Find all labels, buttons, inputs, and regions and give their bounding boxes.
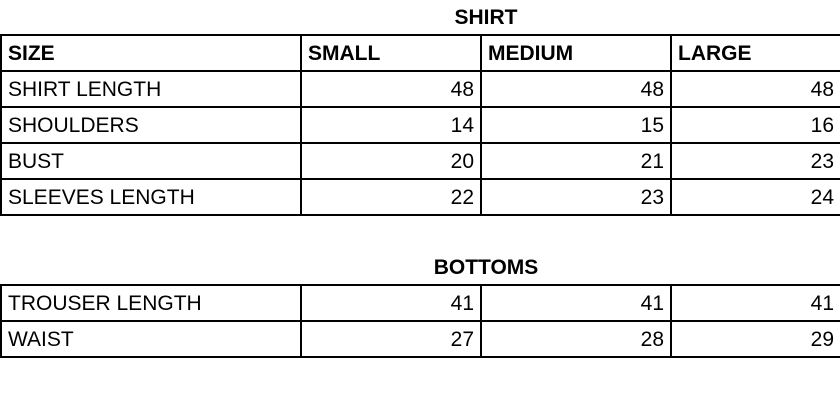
- row-value-large: 41: [671, 285, 840, 321]
- row-label: TROUSER LENGTH: [1, 285, 301, 321]
- row-value-large: 29: [671, 321, 840, 357]
- row-label: SHIRT LENGTH: [1, 71, 301, 107]
- blank-cell: [1, 250, 301, 285]
- row-value-medium: 41: [481, 285, 671, 321]
- blank-cell: [1, 215, 301, 250]
- table-row: [1, 285, 840, 321]
- header-medium: MEDIUM: [481, 35, 671, 71]
- shirt-title-row: [1, 0, 840, 35]
- table-row: [1, 143, 840, 179]
- blank-cell: [671, 0, 840, 35]
- row-value-medium: 15: [481, 107, 671, 143]
- bottoms-title-row: [1, 250, 840, 285]
- row-value-small: 20: [301, 143, 481, 179]
- table-row: [1, 321, 840, 357]
- row-value-small: 27: [301, 321, 481, 357]
- blank-cell: [671, 250, 840, 285]
- row-value-medium: 48: [481, 71, 671, 107]
- blank-cell: [481, 215, 671, 250]
- blank-cell: [671, 215, 840, 250]
- table-row: [1, 71, 840, 107]
- row-value-small: 14: [301, 107, 481, 143]
- row-value-large: 48: [671, 71, 840, 107]
- row-label: SHOULDERS: [1, 107, 301, 143]
- row-value-medium: 23: [481, 179, 671, 215]
- row-label: SLEEVES LENGTH: [1, 179, 301, 215]
- row-value-large: 24: [671, 179, 840, 215]
- row-value-small: 48: [301, 71, 481, 107]
- row-value-large: 16: [671, 107, 840, 143]
- header-small: SMALL: [301, 35, 481, 71]
- section-spacer: [1, 215, 840, 250]
- row-value-small: 41: [301, 285, 481, 321]
- row-value-large: 23: [671, 143, 840, 179]
- header-size: SIZE: [1, 35, 301, 71]
- shirt-header-row: [1, 35, 840, 71]
- row-label: BUST: [1, 143, 301, 179]
- table-row: [1, 107, 840, 143]
- row-value-small: 22: [301, 179, 481, 215]
- table-row: [1, 179, 840, 215]
- blank-cell: [301, 215, 481, 250]
- blank-cell: [1, 0, 301, 35]
- row-value-medium: 28: [481, 321, 671, 357]
- bottoms-section-title: BOTTOMS: [433, 255, 539, 279]
- row-value-medium: 21: [481, 143, 671, 179]
- shirt-section-title: SHIRT: [454, 5, 518, 29]
- header-large: LARGE: [671, 35, 840, 71]
- row-label: WAIST: [1, 321, 301, 357]
